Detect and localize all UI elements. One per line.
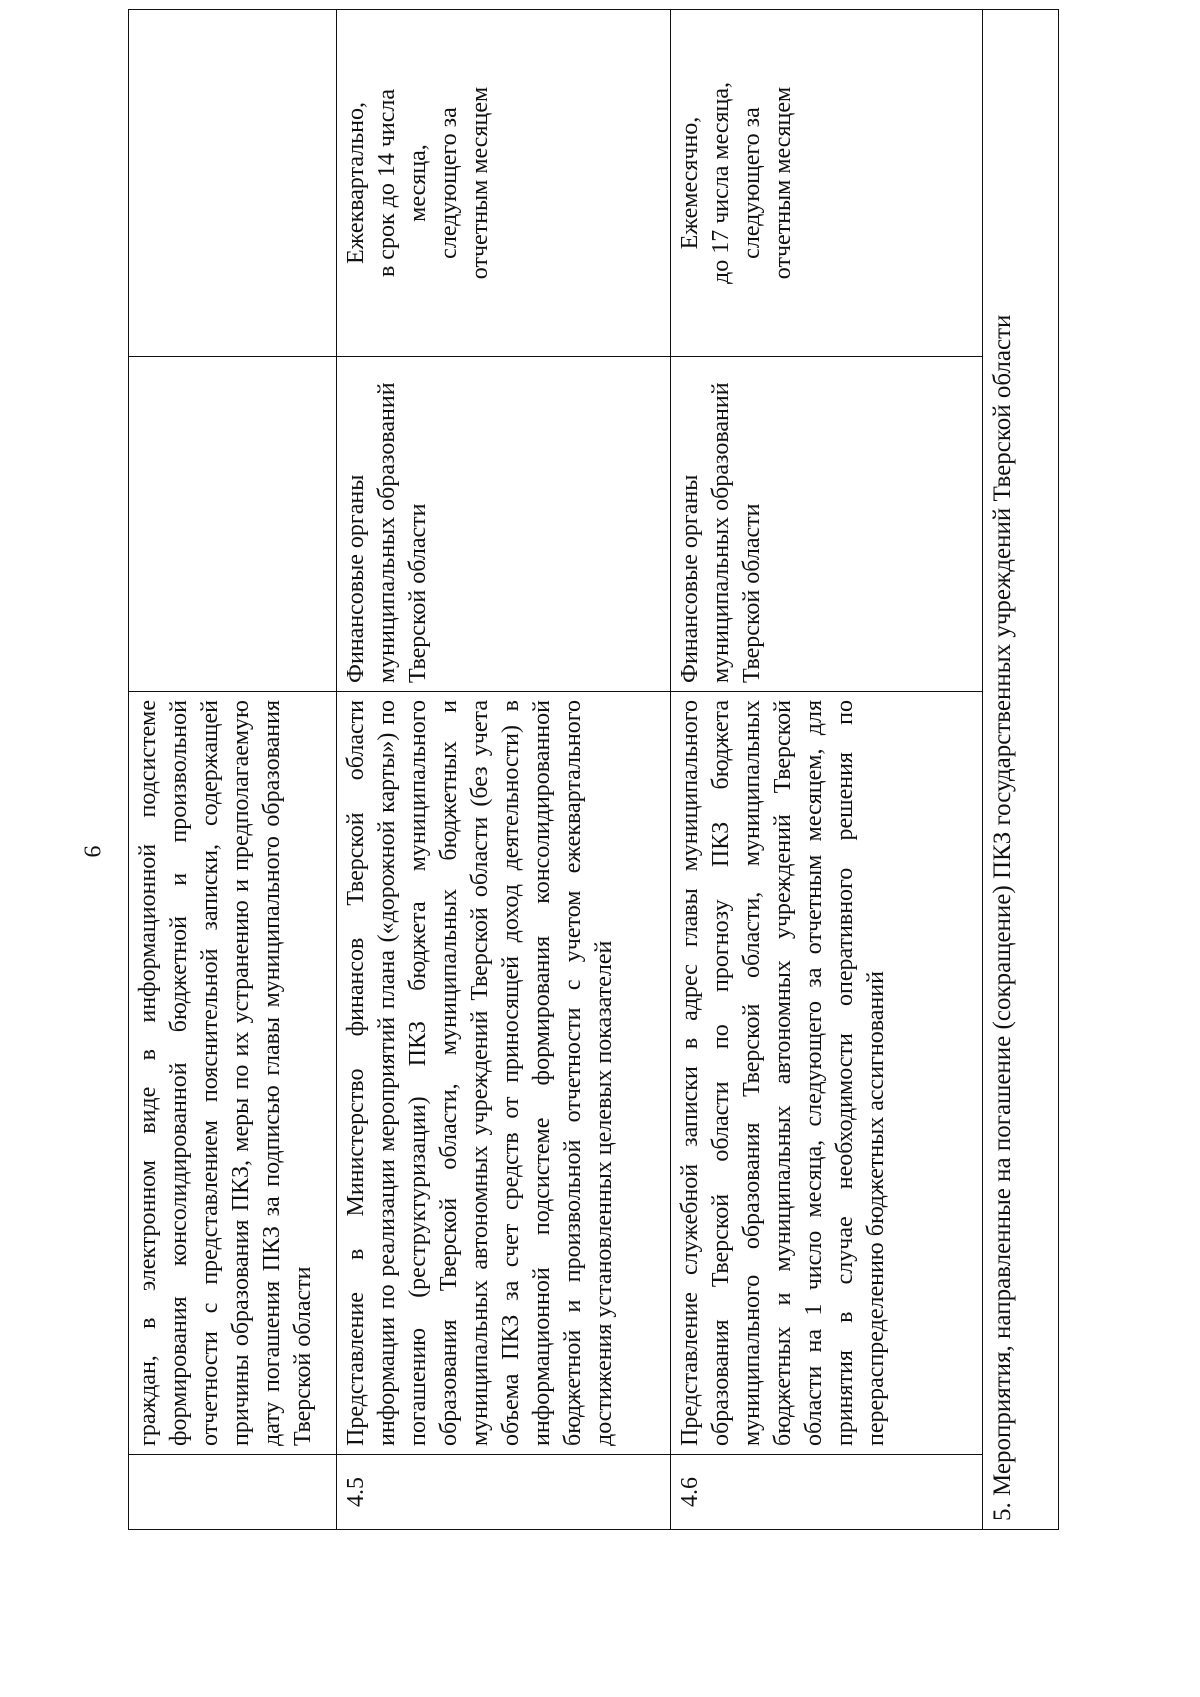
row-number: 4.6 [671,1455,983,1530]
section-heading-row [983,10,1059,1530]
page-number: 9 [78,845,105,858]
row-description: Представление служебной записки в адрес главы муниципального образования Тверской области по прогнозу ПКЗ бюджета муниципального образования Тверской области, муниципальных бюджетных и муниципальных автономных учреждений Тверской области на 1 число месяца, следующего за отчетным месяцем, для принятия в случае необходимости оперативного решения по перераспределению бюджетных ассигнований [671,692,983,1455]
row-responsible: Финансовые органы муниципальных образований Тверской области [337,357,671,692]
table-row-4-6 [671,10,983,1530]
table-row-continuation [129,10,337,1530]
row-deadline: Ежеквартально, в срок до 14 числа месяца, следующего за отчетным месяцем [337,10,671,357]
row-description: граждан, в электронном виде в информационной подсистеме формирования консолидированной бюджетной и произвольной отчетности с представлением пояснительной записки, содержащей причины образования ПКЗ, меры по их устранению и предполагаемую дату погашения ПКЗ за подписью главы муниципального образования Тверской области [129,692,337,1455]
rotated-table-container [128,66,1058,1530]
row-deadline [129,10,337,357]
table-row-4-5 [337,10,671,1530]
row-responsible: Финансовые органы муниципальных образований Тверской области [671,357,983,692]
row-deadline: Ежемесячно, до 17 числа месяца, следующего за отчетным месяцем [671,10,983,357]
row-number [129,1455,337,1530]
row-description: Представление в Министерство финансов Тверской области информации по реализации мероприятий плана («дорожной карты») по погашению (реструктуризации) ПКЗ бюджета муниципального образования Тверской области, муниципальных бюджетных и муниципальных автономных учреждений Тверской области (без учета объема ПКЗ за счет средств от приносящей доход деятельности) в информационной подсистеме формирования консолидированной бюджетной и произвольной отчетности с учетом ежеквартального достижения установленных целевых показателей [337,692,671,1455]
row-responsible [129,357,337,692]
section-5-heading: 5. Мероприятия, направленные на погашение (сокращение) ПКЗ государственных учреждений Тверской области [983,10,1059,1530]
row-number: 4.5 [337,1455,671,1530]
measures-table [128,9,1059,1530]
